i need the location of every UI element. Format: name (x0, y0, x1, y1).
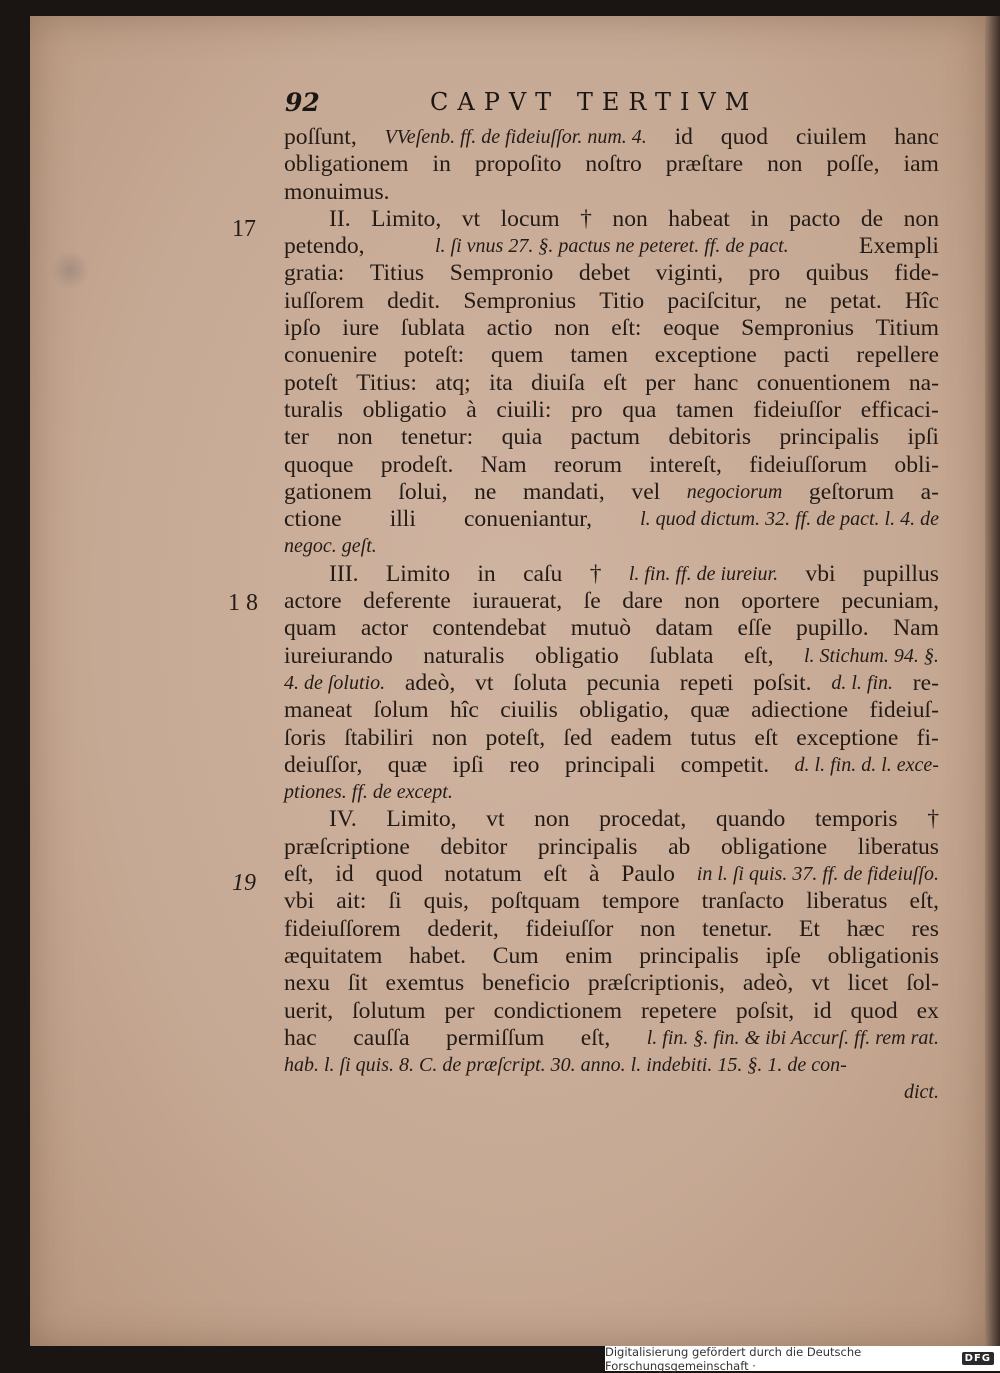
word: id (813, 997, 832, 1024)
word: non (903, 205, 939, 232)
word: ipſo (284, 315, 321, 342)
word: in (750, 205, 769, 232)
word: actio (486, 315, 533, 342)
word: beneficio (482, 970, 570, 997)
legal-citation: l. quod dictum. 32. ff. de pact. l. 4. de (640, 508, 939, 531)
word: naturalis (423, 642, 505, 669)
word: † (589, 560, 602, 587)
text-line (284, 233, 939, 260)
word: principalis (639, 942, 739, 969)
running-title: CAPVT TERTIVM (430, 88, 759, 116)
word: ſublata (649, 642, 714, 669)
legal-citation: negociorum (686, 480, 783, 503)
word: obli- (894, 451, 939, 478)
word: eſſe (737, 615, 772, 642)
text-line (284, 424, 939, 451)
word: turalis (284, 396, 343, 423)
text-line (284, 479, 939, 506)
word: non (640, 915, 676, 942)
word: quando (715, 806, 786, 833)
word: quod (720, 124, 768, 150)
word: per (645, 369, 676, 396)
word: pacti (783, 342, 830, 369)
legal-citation: l. fin. §. fin. & ibi Accurſ. ff. rem rat. (646, 1026, 939, 1049)
word: repetere (640, 997, 717, 1024)
legal-citation: 4. de ſolutio. (284, 671, 386, 694)
word: fi- (916, 724, 939, 751)
legal-citation: negoc. geſt. (284, 535, 377, 558)
word: in (432, 151, 451, 178)
word: exemtus (385, 970, 465, 997)
word: enim (565, 942, 613, 969)
word: principalis (779, 424, 880, 451)
word: nexu (284, 970, 330, 997)
word: poteſt: (403, 342, 465, 369)
text-line (284, 861, 939, 888)
word: datam (655, 615, 714, 642)
word: hac (284, 1024, 317, 1051)
word: per (444, 997, 475, 1024)
word: eſt (543, 861, 568, 888)
word: ab (668, 833, 691, 860)
word: procedat, (599, 806, 687, 833)
word: quis, (423, 888, 469, 915)
word: ciuilem (795, 124, 867, 150)
word: III. (329, 560, 359, 587)
word: ipſe (765, 942, 801, 969)
word: condictionem (493, 997, 622, 1024)
word: obligatione (720, 833, 828, 860)
word: † (927, 806, 939, 833)
word: dederit, (427, 915, 499, 942)
text-line (284, 151, 939, 178)
word: adeò, (742, 970, 794, 997)
word: actor (360, 615, 408, 642)
word: ter (284, 424, 309, 451)
word: obligatio (534, 642, 619, 669)
word: caſu (523, 560, 563, 587)
word: fideiuſ- (869, 697, 939, 724)
word: mutuò (570, 615, 632, 642)
word: repeti (679, 669, 734, 696)
word: poſsit, (735, 997, 795, 1024)
legal-citation: dict. (904, 1081, 939, 1104)
word: hanc (693, 369, 739, 396)
word: noſtro (585, 151, 642, 178)
word: obligationem (284, 151, 409, 178)
word: tamen (675, 396, 734, 423)
word: pecunia (586, 669, 661, 696)
word: quod (850, 997, 898, 1024)
word: Titius (369, 260, 425, 287)
word: Nam (893, 615, 939, 642)
word: conueniantur, (463, 506, 593, 533)
word: Limito, (371, 205, 442, 232)
word: eadem (610, 724, 673, 751)
word: quæ (387, 751, 428, 778)
word: tutus (690, 724, 737, 751)
text-line (284, 452, 939, 479)
word: Sempronius (463, 287, 577, 314)
word: iurauerat, (472, 588, 563, 615)
word: dedit. (387, 287, 441, 314)
word: ſi (388, 888, 402, 915)
word: vbi (284, 888, 315, 915)
word: eſt, (909, 888, 939, 915)
word: vt (811, 970, 830, 997)
word: habet. (409, 942, 466, 969)
word: reo (509, 751, 540, 778)
word: II. (329, 205, 351, 232)
word: principalis (537, 833, 638, 860)
word: poteſt (284, 369, 338, 396)
text-line (284, 1079, 939, 1106)
word: Exempli (859, 233, 939, 260)
word: diuiſa (531, 369, 585, 396)
word: non (767, 151, 803, 178)
word: tenetur. (702, 915, 773, 942)
word: atq; (435, 369, 471, 396)
word: pro (571, 396, 603, 423)
word: Sempronio (449, 260, 554, 287)
word: tranſacto (701, 888, 785, 915)
word: IV. (329, 806, 357, 833)
word: non (554, 315, 590, 342)
text-line (284, 916, 939, 943)
text-line (284, 943, 939, 970)
text-line (284, 725, 939, 752)
word: competit. (680, 751, 770, 778)
legal-citation: d. l. fin. (831, 671, 893, 694)
text-line (284, 834, 939, 861)
margin-number-17: 17 (232, 216, 256, 242)
word: Titius: (356, 369, 417, 396)
word: obligatio, (579, 697, 670, 724)
word: liberatus (857, 833, 939, 860)
dfg-logo: DFG (962, 1352, 994, 1365)
legal-citation: l. fin. ff. de iureiur. (628, 562, 779, 585)
word: eſt, (284, 861, 314, 888)
word: prodeſt. (380, 451, 454, 478)
word: poſſe, (826, 151, 880, 178)
text-line (284, 588, 939, 615)
word: mandati, (522, 478, 605, 505)
word: Titio (599, 287, 645, 314)
word: adeò, (404, 669, 456, 696)
word: tempore (602, 888, 680, 915)
word: id (335, 861, 354, 888)
word: de (860, 205, 884, 232)
word: deiuſſor, (284, 751, 363, 778)
word: ne (474, 478, 497, 505)
word: debet (578, 260, 631, 287)
word: non (337, 424, 373, 451)
word: ſed (563, 724, 593, 751)
word: obligatio (362, 396, 447, 423)
word: pro (748, 260, 781, 287)
word: debitor (440, 833, 508, 860)
word: uerit, (284, 997, 334, 1024)
word: poteſt, (485, 724, 546, 751)
word: pupillo. (795, 615, 869, 642)
word: illi (389, 506, 416, 533)
word: exceptione (654, 342, 757, 369)
word: non (684, 588, 720, 615)
word: iureiurando (284, 642, 393, 669)
word: ſit (347, 970, 368, 997)
word: ſolum (373, 697, 429, 724)
word: non (534, 806, 570, 833)
word: fideiuſſorem (284, 915, 401, 942)
word: exceptione (796, 724, 899, 751)
paper-stain (50, 250, 90, 290)
word: eſt (754, 724, 778, 751)
word: propoſito (474, 151, 562, 178)
word: re- (912, 669, 939, 696)
word: Et (799, 915, 820, 942)
word: paciſcitur, (667, 287, 762, 314)
word: monuimus. (284, 178, 390, 205)
text-line (284, 697, 939, 724)
text-line (284, 752, 939, 779)
text-line (284, 533, 939, 560)
page-header (285, 86, 785, 120)
text-line (284, 1025, 939, 1052)
word: præſcriptionis, (587, 970, 725, 997)
text-line (284, 397, 939, 424)
word: iuſſorem (284, 287, 364, 314)
word: petat. (829, 287, 882, 314)
word: tenetur: (401, 424, 474, 451)
word: eſt (603, 369, 627, 396)
word: liberatus (806, 888, 888, 915)
word: hîc (449, 697, 479, 724)
word: præſtare (665, 151, 744, 178)
word: debitoris (668, 424, 752, 451)
word: ctione (284, 506, 342, 533)
word: Cum (492, 942, 539, 969)
word: quia (501, 424, 543, 451)
word: adiectione (751, 697, 849, 724)
text-line (284, 1052, 939, 1079)
word: non (612, 205, 648, 232)
legal-citation: d. l. fin. d. l. exce- (794, 753, 939, 776)
word: conuenire (284, 342, 378, 369)
word: habeat (668, 205, 730, 232)
legal-citation: VVeſenb. ff. de fideiuſſor. num. 4. (384, 126, 647, 148)
word: licet (847, 970, 889, 997)
word: vbi (805, 560, 836, 587)
word: deferente (363, 588, 451, 615)
word: Nam (480, 451, 527, 478)
word: iure (342, 315, 380, 342)
word: permiſſum (446, 1024, 545, 1051)
text-line (284, 888, 939, 915)
word: æquitatem (284, 942, 383, 969)
word: petendo, (284, 233, 365, 260)
text-line (284, 342, 939, 369)
word: quoque (284, 451, 354, 478)
legal-citation: ptiones. ff. de except. (284, 781, 453, 804)
text-line (284, 179, 939, 206)
word: locum (500, 205, 560, 232)
word: quæ (690, 697, 730, 724)
word: Limito, (386, 806, 457, 833)
page-number: 92 (285, 88, 320, 117)
text-line (284, 561, 939, 588)
word: obligationis (827, 942, 939, 969)
text-line (284, 506, 939, 533)
word: poſtquam (490, 888, 581, 915)
word: eſt: (611, 315, 642, 342)
word: iam (903, 151, 939, 178)
text-line (284, 998, 939, 1025)
word: quem (490, 342, 544, 369)
word: Limito (385, 560, 451, 587)
word: fideiuſſorum (749, 451, 868, 478)
word: quam (284, 615, 337, 642)
word: quod (375, 861, 423, 888)
word: ne (784, 287, 807, 314)
word: Titium (875, 315, 939, 342)
word: Sempronius (741, 315, 854, 342)
word: ex (916, 997, 939, 1024)
word: non (431, 724, 468, 751)
word: na- (908, 369, 939, 396)
margin-number-18: 18 (228, 590, 264, 616)
word: notatum (444, 861, 522, 888)
word: fideiuſſor (525, 915, 614, 942)
word: repellere (856, 342, 939, 369)
word: eoque (663, 315, 720, 342)
word: tamen (570, 342, 628, 369)
word: ſoluta (513, 669, 567, 696)
legal-citation: hab. l. ſi quis. 8. C. de præſcript. 30. anno. l. indebiti. 15. §. 1. de con- (284, 1054, 847, 1077)
margin-number-19: 19 (232, 870, 256, 896)
word: ipſi (907, 424, 939, 451)
word: ipſi (452, 751, 484, 778)
legal-citation: l. ſi vnus 27. §. pactus ne peteret. ff. de pact. (435, 235, 789, 258)
text-line (284, 370, 939, 397)
word: vt (486, 806, 505, 833)
legal-citation: l. Stichum. 94. §. (803, 644, 939, 667)
text-line (284, 806, 939, 833)
text-line (284, 670, 939, 697)
word: res (911, 915, 939, 942)
word: † (580, 205, 592, 232)
word: conuentionem (756, 369, 891, 396)
word: pacto (789, 205, 841, 232)
text-line (284, 315, 939, 342)
word: pupillus (862, 560, 939, 587)
text-line (284, 288, 939, 315)
body-text (284, 124, 939, 1107)
funding-notice: Digitalisierung gefördert durch die Deutsche Forschungsgemeinschaft · (605, 1344, 862, 1373)
word: cauſſa (353, 1024, 410, 1051)
word: ſtabiliri (344, 724, 414, 751)
word: gratia: (284, 260, 345, 287)
word: poſſunt, (284, 124, 357, 150)
word: fide- (894, 260, 939, 287)
text-line (284, 124, 939, 151)
word: præſcriptione (284, 833, 410, 860)
word: hanc (894, 124, 939, 150)
word: principali (564, 751, 656, 778)
word: reorum (553, 451, 622, 478)
word: oportere (741, 588, 820, 615)
word: vt (475, 669, 494, 696)
word: pactum (570, 424, 641, 451)
word: fideiuſſor (753, 396, 842, 423)
word: in (477, 560, 496, 587)
text-line (284, 970, 939, 997)
word: ſolutum (352, 997, 426, 1024)
text-line (284, 643, 939, 670)
word: ait: (336, 888, 367, 915)
word: eſt, (743, 642, 774, 669)
word: ſublata (400, 315, 465, 342)
word: temporis (814, 806, 898, 833)
word: pecuniam, (841, 588, 939, 615)
word: actore (284, 588, 342, 615)
word: viginti, (655, 260, 724, 287)
word: ita (489, 369, 513, 396)
word: Hîc (904, 287, 939, 314)
word: vel (631, 478, 661, 505)
footer-bar (605, 1346, 1000, 1371)
word: ſolui, (398, 478, 448, 505)
word: gationem (284, 478, 372, 505)
legal-citation: in l. ſi quis. 37. ff. de fideiuſſo. (696, 863, 939, 886)
text-line (284, 206, 939, 233)
word: à (466, 396, 477, 423)
word: contendebat (432, 615, 547, 642)
word: ſoris (284, 724, 326, 751)
word: a- (920, 478, 939, 505)
word: efficaci- (860, 396, 939, 423)
word: geſtorum (808, 478, 895, 505)
text-line (284, 779, 939, 806)
word: hæc (846, 915, 885, 942)
word: id (674, 124, 693, 150)
word: Paulo (621, 861, 675, 888)
word: maneat (284, 697, 353, 724)
text-line (284, 260, 939, 287)
word: ciuilis (500, 697, 558, 724)
word: vt (461, 205, 481, 232)
word: dare (622, 588, 663, 615)
page-edge (985, 16, 1000, 1346)
word: eſt, (580, 1024, 611, 1051)
word: intereſt, (649, 451, 722, 478)
word: ſol- (906, 970, 939, 997)
word: à (588, 861, 600, 888)
word: poſsit. (753, 669, 812, 696)
word: qua (622, 396, 657, 423)
text-line (284, 615, 939, 642)
word: ciuili: (496, 396, 552, 423)
word: ſe (583, 588, 601, 615)
word: quibus (805, 260, 869, 287)
